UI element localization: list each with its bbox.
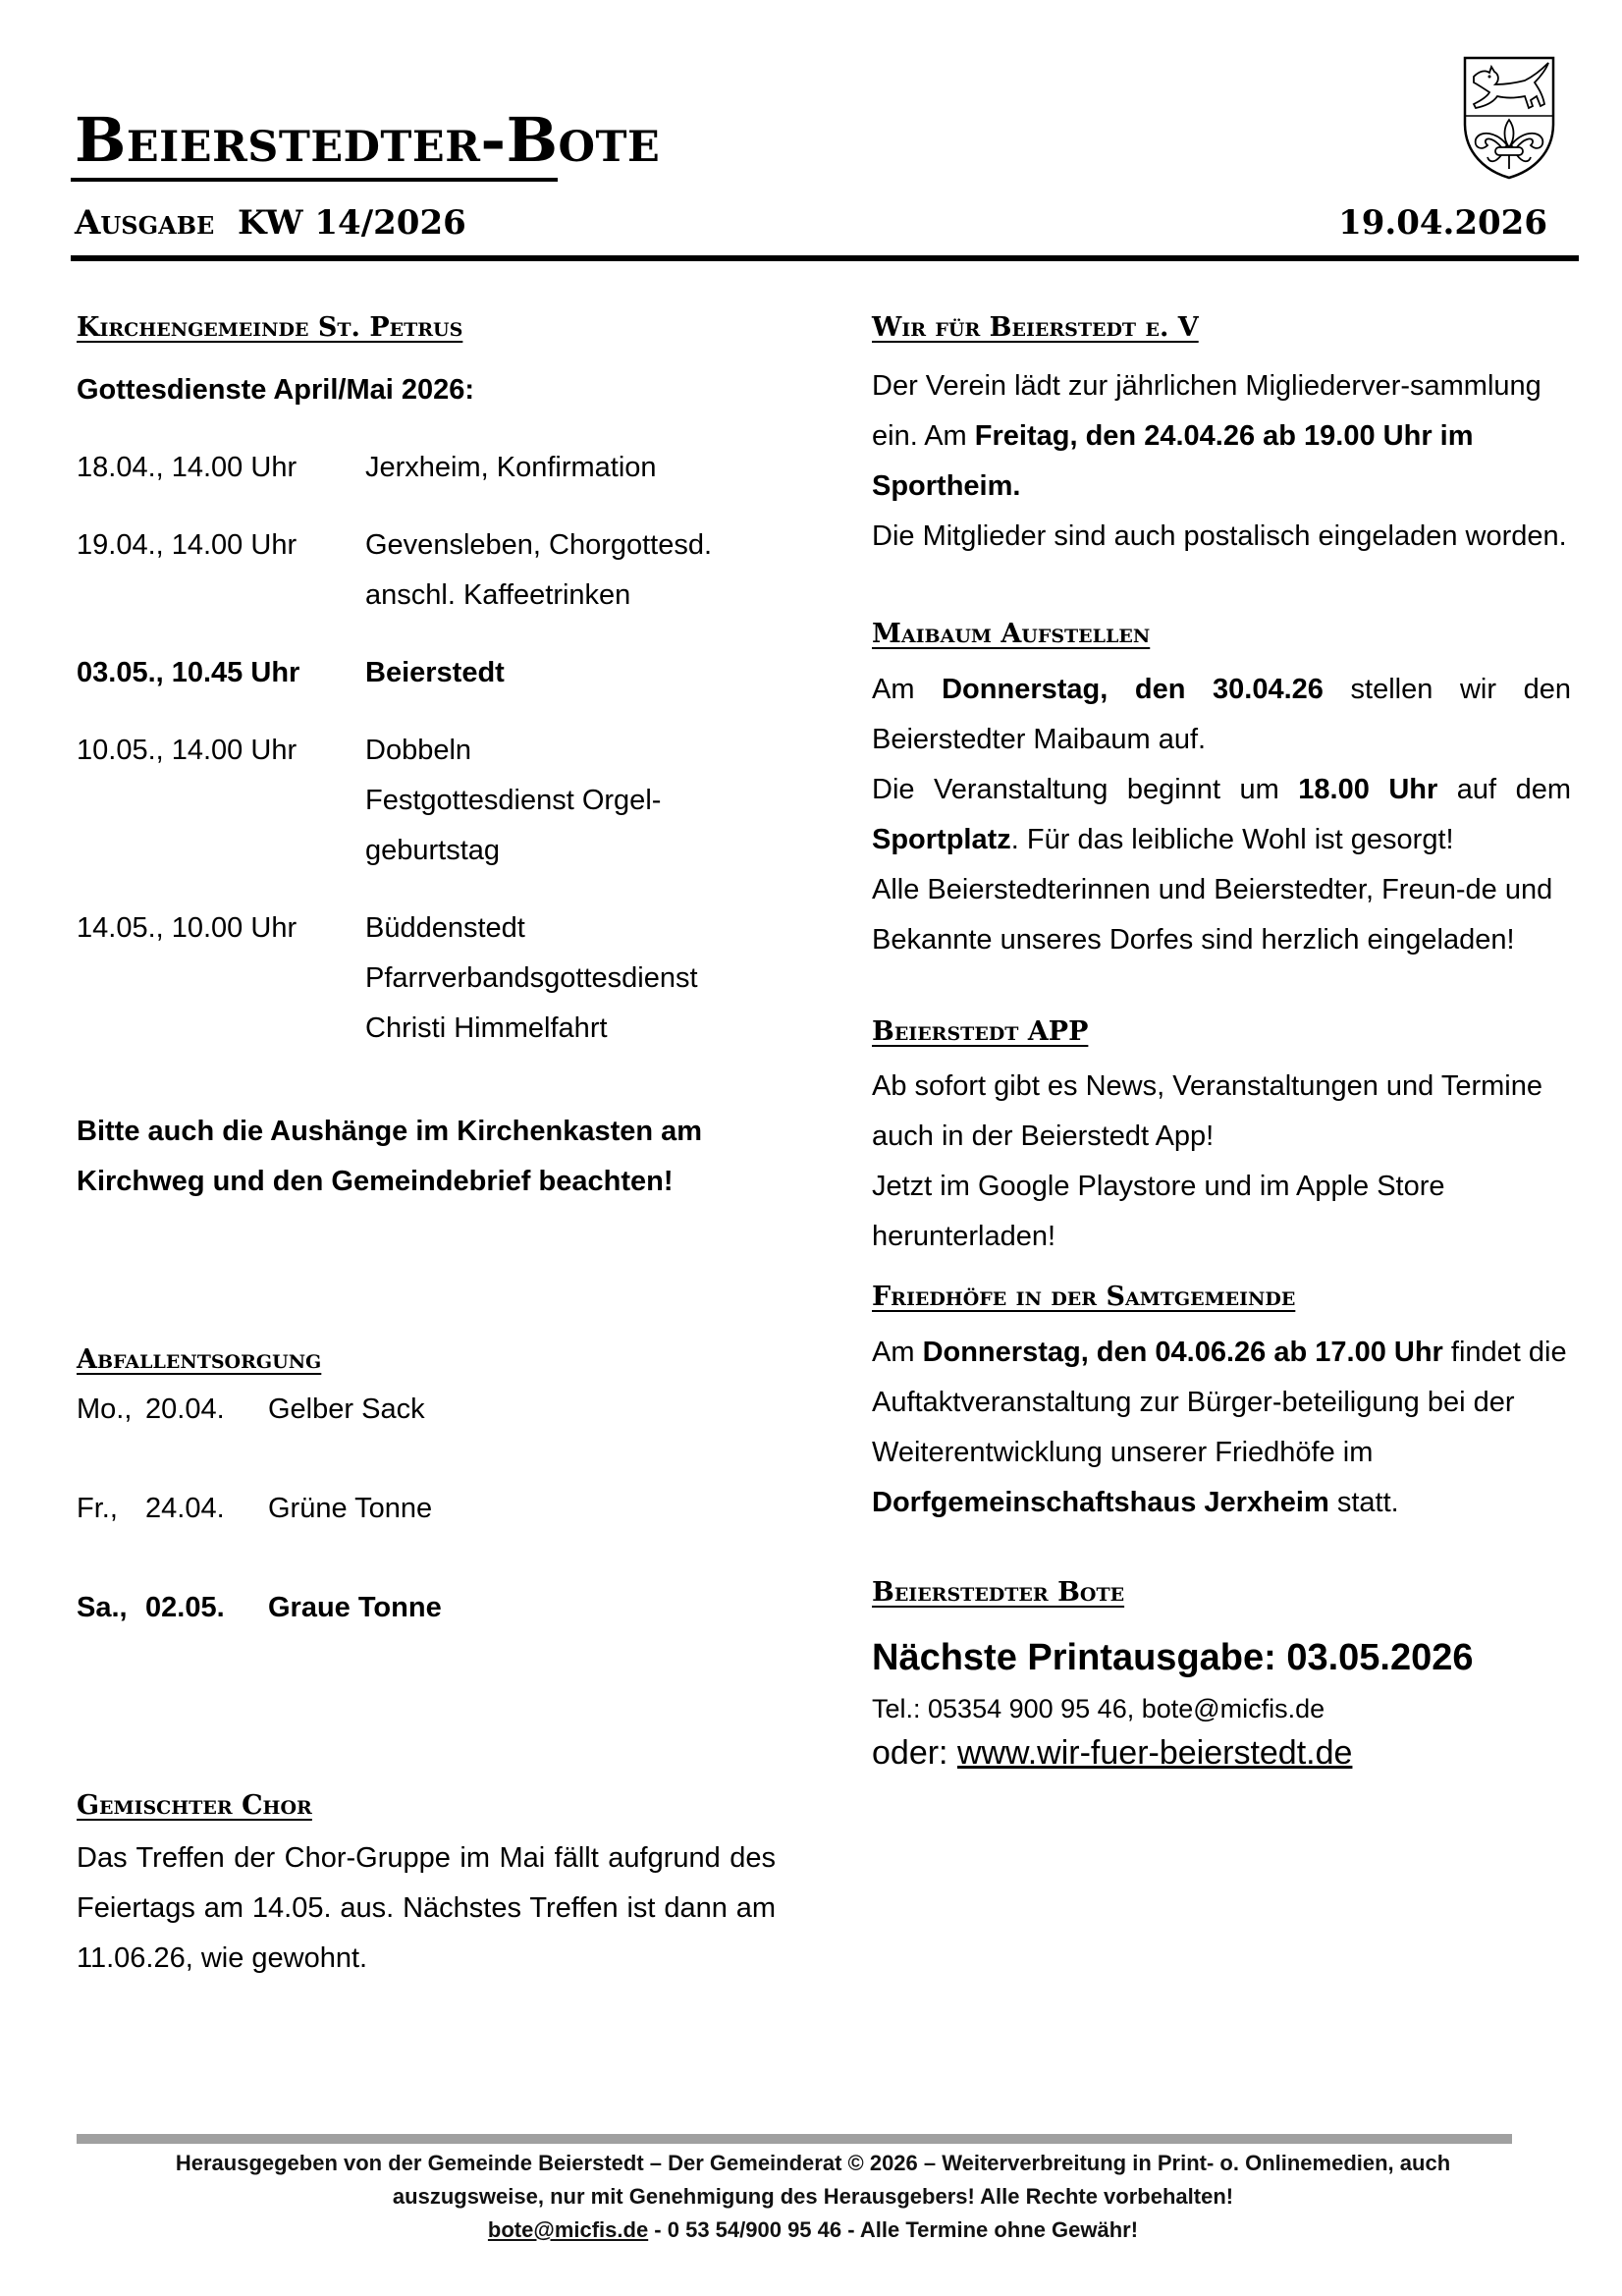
issue-label <box>75 203 466 243</box>
maibaum-section <box>872 619 1571 964</box>
verein-section <box>872 312 1571 562</box>
issue-number: KW 14/2026 <box>238 203 466 243</box>
website-line <box>872 1730 1571 1776</box>
text: findet die Auftaktveranstaltung zur Bürger-beteiligung bei der Weiterentwicklung unserer Friedhöfe im <box>872 1336 1567 1468</box>
bote-section <box>872 1577 1571 1776</box>
footer-contact: - 0 53 54/900 95 46 - Alle Termine ohne Gewähr! <box>648 2217 1139 2242</box>
service-time: 19.04., 14.00 Uhr <box>77 529 297 562</box>
maibaum-text <box>872 665 1571 965</box>
footer <box>77 2147 1549 2247</box>
friedhoefe-place: Dorfgemeinschaftshaus Jerxheim <box>872 1486 1329 1518</box>
issue-date: 19.04.2026 <box>1338 203 1547 243</box>
waste-date: 02.05. <box>145 1591 225 1623</box>
maibaum-para-2 <box>872 765 1571 865</box>
waste-type: Grüne Tonne <box>268 1492 433 1524</box>
service-line: Gevensleben, Chorgottesd. <box>365 529 713 562</box>
app-text <box>872 1062 1571 1262</box>
service-line: geburtstag <box>365 835 501 867</box>
text: stellen wir den Beierstedter Maibaum auf. <box>872 673 1571 755</box>
verein-heading: Wir für Beierstedt e. V <box>872 312 1199 343</box>
service-row <box>77 443 776 493</box>
service-line: Dobbeln <box>365 735 472 767</box>
maibaum-heading: Maibaum Aufstellen <box>872 619 1151 650</box>
waste-row-highlight <box>77 1583 776 1633</box>
waste-section <box>77 1344 776 1632</box>
text: statt. <box>1328 1486 1399 1518</box>
waste-row <box>77 1484 776 1534</box>
header-divider <box>71 255 1579 261</box>
footer-email-link[interactable]: bote@micfis.de <box>487 2217 649 2242</box>
maibaum-para-3: Alle Beierstedterinnen und Beierstedter, Freun-de und Bekannte unseres Dorfes sind herzlich eingeladen! <box>872 873 1553 956</box>
service-place <box>365 726 776 876</box>
church-note-line: Bitte auch die Aushänge im Kirchenkasten am <box>77 1116 703 1148</box>
waste-day: Sa., <box>77 1591 128 1623</box>
choir-section <box>77 1790 776 1984</box>
service-line: Christi Himmelfahrt <box>365 1012 608 1045</box>
title-underline <box>71 178 558 182</box>
service-row <box>77 726 776 876</box>
service-line: anschl. Kaffeetrinken <box>365 579 631 612</box>
waste-heading: Abfallentsorgung <box>77 1344 322 1376</box>
services-subtitle: Gottesdienste April/Mai 2026: <box>77 374 475 407</box>
newspaper-title: Beierstedter-Bote <box>75 104 661 176</box>
footer-line: Herausgegeben von der Gemeinde Beierstedt – Der Gemeinderat © 2026 – Weiterverbreitung in Print- o. Onlinemedien, auch <box>175 2151 1451 2175</box>
waste-type: Gelber Sack <box>268 1393 425 1425</box>
text: Am <box>872 673 943 705</box>
friedhoefe-text <box>872 1328 1571 1528</box>
contact-info: Tel.: 05354 900 95 46, bote@micfis.de <box>872 1693 1325 1723</box>
waste-date: 24.04. <box>145 1492 225 1524</box>
right-column <box>872 312 1571 1776</box>
maibaum-date: Donnerstag, den 30.04.26 <box>942 673 1324 705</box>
service-place <box>365 648 776 698</box>
verein-text-intro: Der Verein lädt zur jährlichen Migliederver-sammlung ein. Am <box>872 370 1541 453</box>
service-line: Festgottesdienst Orgel- <box>365 785 662 817</box>
waste-day: Mo., <box>77 1393 133 1425</box>
choir-heading: Gemischter Chor <box>77 1789 312 1821</box>
bote-heading: Beierstedter Bote <box>872 1576 1125 1608</box>
left-column <box>77 312 776 1984</box>
church-section <box>77 312 776 1207</box>
verein-date: Freitag, den 24.04.26 ab 19.00 Uhr im Sportheim. <box>872 420 1474 503</box>
text: auf dem <box>1437 773 1572 805</box>
app-heading: Beierstedt APP <box>872 1015 1089 1047</box>
friedhoefe-date: Donnerstag, den 04.06.26 ab 17.00 Uhr <box>922 1336 1443 1368</box>
church-note-line: Kirchweg und den Gemeindebrief beachten! <box>77 1166 674 1198</box>
church-note <box>77 1107 776 1207</box>
text: Am <box>872 1336 923 1368</box>
website-link[interactable]: www.wir-fuer-beierstedt.de <box>956 1733 1353 1772</box>
app-para-2: Jetzt im Google Playstore und im Apple Store herunterladen! <box>872 1171 1445 1253</box>
text: Die Veranstaltung beginnt um <box>872 773 1299 805</box>
service-time: 18.04., 14.00 Uhr <box>77 452 297 484</box>
text: . Für das leibliche Wohl ist gesorgt! <box>1010 823 1454 855</box>
verein-text <box>872 361 1571 562</box>
maibaum-time: 18.00 Uhr <box>1298 773 1438 805</box>
verein-text-note: Die Mitglieder sind auch postalisch eingeladen worden. <box>872 520 1567 553</box>
friedhoefe-section <box>872 1282 1571 1527</box>
maibaum-para-1 <box>872 665 1571 765</box>
website-prefix: oder: <box>872 1733 957 1772</box>
waste-date: 20.04. <box>145 1393 225 1425</box>
service-time: 10.05., 14.00 Uhr <box>77 735 297 767</box>
waste-row <box>77 1385 776 1435</box>
app-section <box>872 1016 1571 1262</box>
service-time: 14.05., 10.00 Uhr <box>77 912 297 945</box>
coat-of-arms-icon <box>1462 55 1556 181</box>
waste-type: Graue Tonne <box>268 1591 442 1623</box>
footer-line: auszugsweise, nur mit Genehmigung des Herausgebers! Alle Rechte vorbehalten! <box>392 2184 1234 2209</box>
service-line: Jerxheim, Konfirmation <box>365 452 657 484</box>
service-place <box>365 903 776 1054</box>
service-row <box>77 520 776 621</box>
app-para-1: Ab sofort gibt es News, Veranstaltungen und Termine auch in der Beierstedt App! <box>872 1070 1542 1153</box>
footer-divider <box>77 2134 1512 2144</box>
footer-line <box>77 2214 1549 2247</box>
maibaum-place: Sportplatz <box>872 823 1011 855</box>
service-row <box>77 903 776 1054</box>
next-print-date: Nächste Printausgabe: 03.05.2026 <box>872 1636 1474 1678</box>
waste-day: Fr., <box>77 1492 118 1524</box>
service-line: Büddenstedt <box>365 912 525 945</box>
service-line: Beierstedt <box>365 657 505 689</box>
service-place <box>365 520 776 621</box>
service-row-highlight <box>77 648 776 698</box>
friedhoefe-heading: Friedhöfe in der Samtgemeinde <box>872 1282 1296 1313</box>
choir-text: Das Treffen der Chor-Gruppe im Mai fällt aufgrund des Feiertags am 14.05. aus. Nächstes Treffen ist dann am 11.06.26, wie gewohnt. <box>77 1842 776 1975</box>
service-line: Pfarrverbandsgottesdienst <box>365 962 698 995</box>
issue-prefix: Ausgabe <box>75 203 215 243</box>
service-time: 03.05., 10.45 Uhr <box>77 657 300 689</box>
church-heading: Kirchengemeinde St. Petrus <box>77 312 463 343</box>
service-place <box>365 443 776 493</box>
